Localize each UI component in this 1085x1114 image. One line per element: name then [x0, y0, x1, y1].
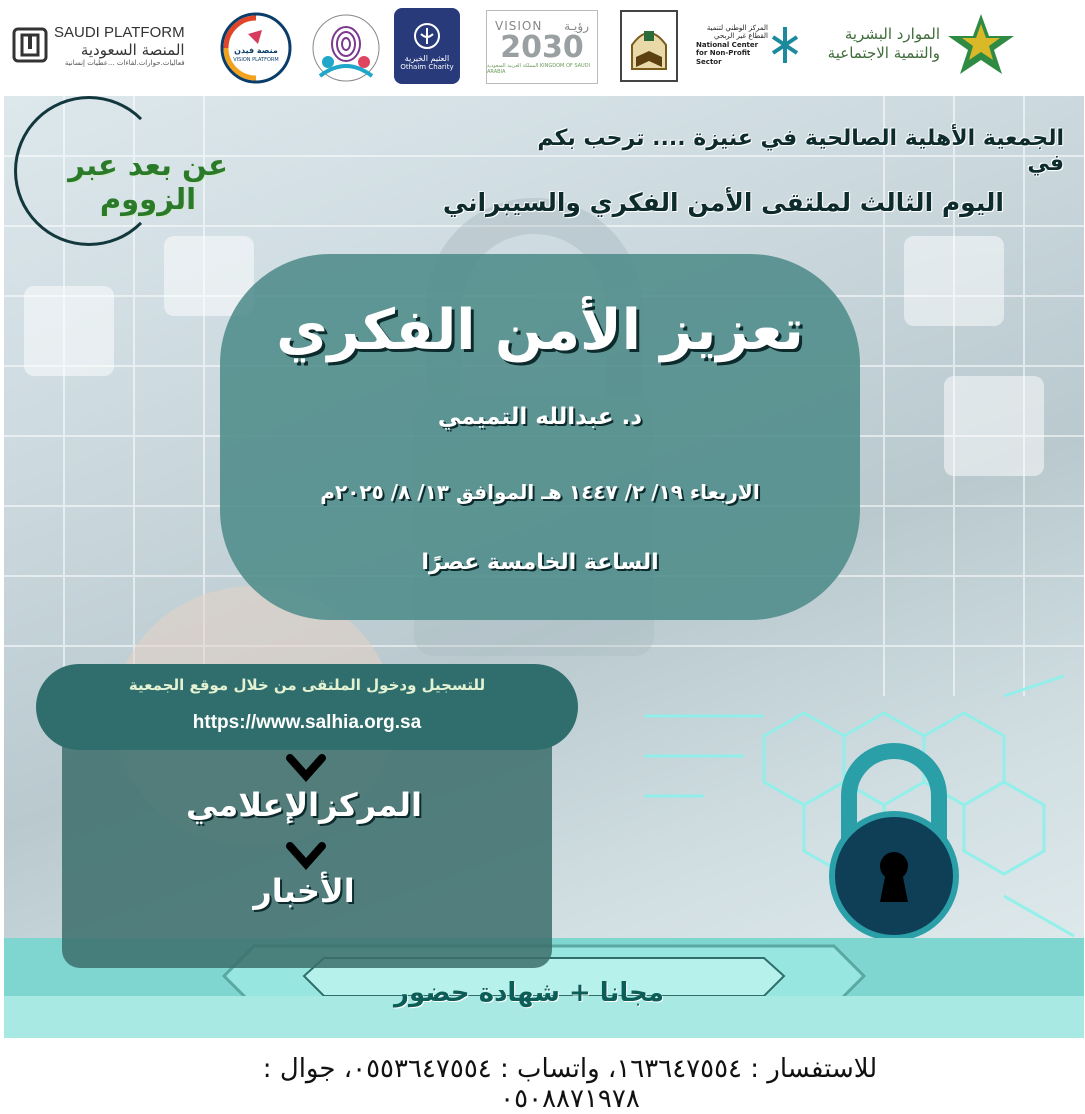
association-logo: [308, 10, 383, 85]
hr-ministry-logo: [820, 6, 1032, 82]
media-center-step: المركزالإعلامي: [186, 786, 422, 824]
arrow-down-icon: [286, 754, 326, 784]
othaim-leaf-icon: [413, 22, 441, 50]
speaker-name: د. عبدالله التميمي: [437, 404, 643, 430]
registration-url-link[interactable]: https://www.salhia.org.sa: [192, 712, 422, 733]
event-poster: [4, 96, 1084, 1038]
othaim-charity-logo: [394, 8, 460, 84]
vision-en: VISION: [495, 19, 543, 33]
registration-box: [36, 664, 578, 750]
padlock-graphic: [832, 751, 956, 938]
registration-label: للتسجيل ودخول الملتقى من خلال موقع الجمعية: [128, 676, 486, 694]
event-time: الساعة الخامسة عصرًا: [421, 550, 659, 575]
vision-kingdom: المملكة العربية السعودية KINGDOM OF SAUDI ARABIA: [487, 63, 591, 75]
othaim-en: Othaim Charity: [400, 62, 454, 71]
contact-info: للاستفسار : ١٦٣٦٤٧٥٥٤، واتساب : ٠٥٥٣٦٤٧٥٥٤، جوال : ٠٥٠٨٨٧١٩٧٨: [262, 1054, 878, 1114]
welcome-line: الجمعية الأهلية الصالحية في عنيزة .... ترحب بكم في: [537, 126, 1064, 176]
book-emblem-icon: [626, 15, 672, 77]
ncnp-en: National Center for Non-Profit Sector: [696, 40, 759, 66]
sponsor-logo-bar: [0, 0, 1085, 95]
saudi-platform-logo: [12, 16, 207, 74]
vision-ar: رؤيـة: [564, 19, 589, 33]
free-certificate-label: مجانا + شهادة حضور: [394, 978, 664, 1008]
vision-platform-logo: [216, 10, 296, 85]
vision-year: 2030: [500, 30, 584, 65]
vision-platform-en: VISION PLATFORM: [233, 57, 279, 63]
event-day-title: اليوم الثالث لملتقى الأمن الفكري والسيبراني: [442, 188, 1004, 217]
ncnp-ar: المركز الوطني لتنمية القطاع غير الربحي: [706, 24, 768, 41]
arrow-down-icon: [286, 842, 326, 872]
topic-title: تعزيز الأمن الفكري: [276, 298, 804, 363]
othaim-ar: العثيم الخيرية: [404, 53, 450, 63]
event-details-card: [220, 254, 860, 620]
saudi-platform-icon: [12, 27, 48, 63]
vision-platform-ar: منصة فيدن: [234, 46, 278, 55]
hr-ar: الموارد البشرية والتنمية الاجتماعية: [827, 24, 940, 62]
quran-emblem-logo: [620, 10, 678, 82]
vision-2030-logo: [486, 10, 598, 84]
zoom-badge-text: عن بعد عبر الزووم: [68, 148, 228, 216]
saudi-platform-ar: المنصة السعودية: [80, 40, 185, 59]
national-center-logo: [696, 14, 808, 76]
ncnp-icon: [768, 23, 802, 67]
fingerprint-people-icon: [310, 12, 382, 84]
saudi-platform-tagline: فعاليات.حوارات.لقاءات ...عطيات إنسانية: [64, 58, 185, 67]
saudi-platform-en: SAUDI PLATFORM: [54, 23, 185, 41]
hr-star-icon: [940, 10, 1022, 78]
news-step: الأخبار: [253, 872, 355, 910]
event-date: الاربعاء ١٩/ ٢/ ١٤٤٧ هـ الموافق ١٣/ ٨/ ٢٠٢٥م: [320, 480, 760, 504]
